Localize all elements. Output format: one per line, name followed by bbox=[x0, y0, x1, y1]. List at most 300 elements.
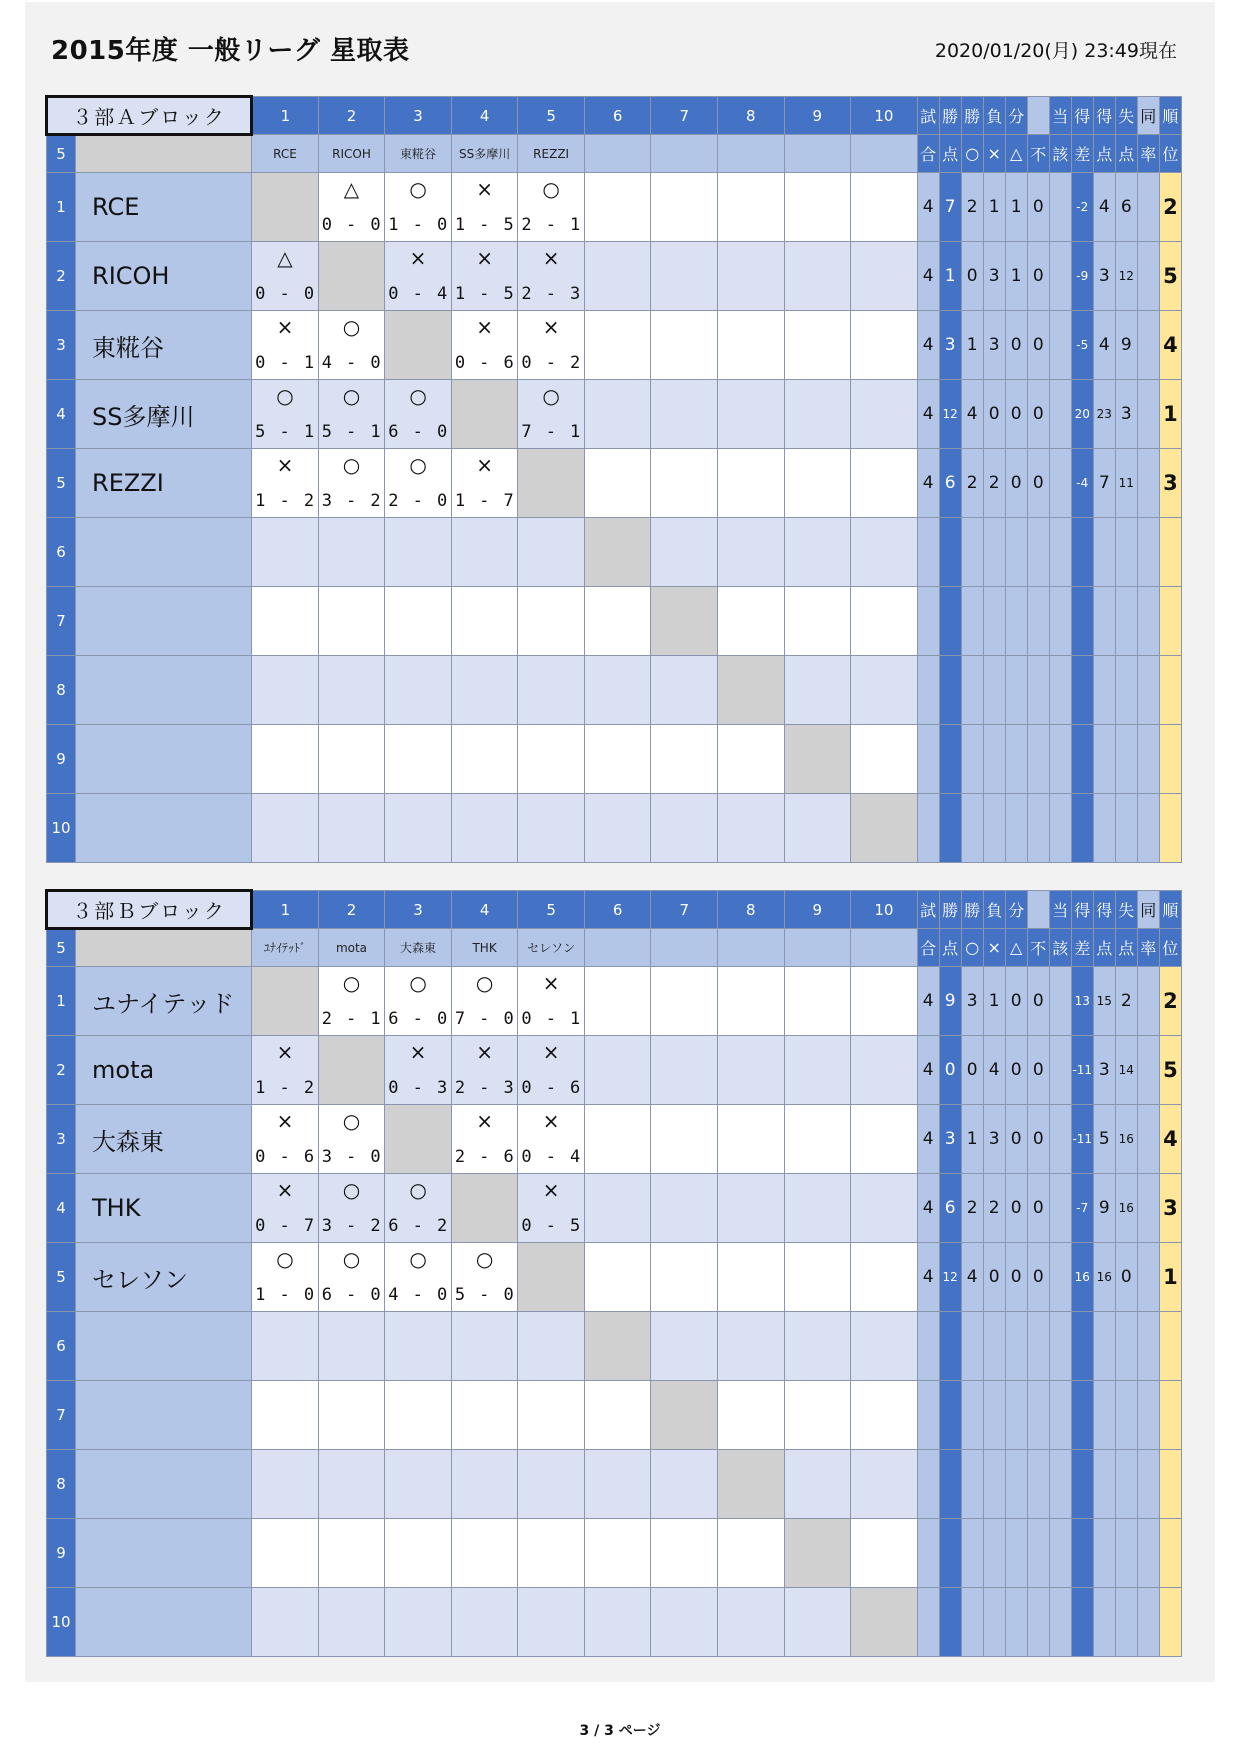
result-cell bbox=[385, 1105, 452, 1174]
result-cell bbox=[451, 1381, 518, 1450]
stat-value bbox=[1137, 1036, 1159, 1105]
result-cell bbox=[851, 1450, 918, 1519]
stat-value bbox=[1049, 1381, 1071, 1450]
score-for: 5 bbox=[321, 422, 332, 442]
stat-value bbox=[983, 1519, 1005, 1588]
opponent-short-name bbox=[851, 135, 918, 173]
league-table bbox=[45, 889, 1182, 1657]
result-cell bbox=[518, 587, 585, 656]
stat-value: 2 bbox=[1115, 967, 1137, 1036]
result-cell bbox=[518, 380, 585, 449]
score-for: 0 bbox=[521, 1147, 532, 1167]
stat-header-top: 分 bbox=[1005, 97, 1027, 135]
result-cell bbox=[385, 311, 452, 380]
score-against: 2 bbox=[570, 353, 581, 373]
stat-header-top: 順 bbox=[1159, 891, 1181, 929]
score-for: 4 bbox=[321, 353, 332, 373]
result-cell bbox=[252, 1174, 319, 1243]
score-against: 2 bbox=[303, 1078, 315, 1098]
stat-value bbox=[917, 1381, 939, 1450]
stat-value bbox=[1005, 656, 1027, 725]
score-for: 2 bbox=[521, 284, 532, 304]
stat-value: 0 bbox=[961, 1036, 983, 1105]
result-cell bbox=[851, 1105, 918, 1174]
stat-value: 0 bbox=[1027, 1036, 1049, 1105]
stat-header-bottom: 位 bbox=[1159, 929, 1181, 967]
stat-value: 0 bbox=[1027, 242, 1049, 311]
result-cell bbox=[252, 967, 319, 1036]
score-sep: - bbox=[346, 1216, 357, 1236]
result-cell bbox=[518, 173, 585, 242]
result-score bbox=[319, 422, 385, 442]
stat-value bbox=[1027, 587, 1049, 656]
team-row bbox=[47, 449, 1182, 518]
stat-value bbox=[1049, 1588, 1071, 1657]
score-for: 0 bbox=[255, 1216, 266, 1236]
score-against: 2 bbox=[370, 1216, 381, 1236]
stat-value bbox=[1049, 1519, 1071, 1588]
result-cell bbox=[451, 587, 518, 656]
stat-value bbox=[939, 587, 961, 656]
result-cell bbox=[651, 1588, 718, 1657]
result-mark: ○ bbox=[409, 1178, 427, 1202]
opponent-short-name bbox=[584, 135, 651, 173]
rank-value: 3 bbox=[1159, 1174, 1181, 1243]
stat-header-top: 得 bbox=[1093, 97, 1115, 135]
score-for: 0 bbox=[388, 1078, 399, 1098]
result-cell bbox=[252, 380, 319, 449]
score-for: 0 bbox=[521, 1009, 532, 1029]
result-cell bbox=[252, 1105, 319, 1174]
score-for: 7 bbox=[454, 1009, 466, 1029]
stat-value: 2 bbox=[961, 449, 983, 518]
result-mark: ○ bbox=[542, 177, 560, 201]
stat-header-top: 順 bbox=[1159, 97, 1181, 135]
score-for: 0 bbox=[255, 284, 266, 304]
score-against: 0 bbox=[303, 1285, 315, 1305]
result-score bbox=[452, 1078, 518, 1098]
result-cell bbox=[851, 587, 918, 656]
stat-value bbox=[917, 1519, 939, 1588]
result-cell bbox=[784, 1381, 851, 1450]
team-count: 5 bbox=[47, 929, 76, 967]
stat-value bbox=[1049, 1174, 1071, 1243]
result-cell bbox=[318, 1588, 385, 1657]
team-name bbox=[76, 587, 252, 656]
opponent-number: 4 bbox=[451, 891, 518, 929]
result-cell bbox=[584, 967, 651, 1036]
team-row bbox=[47, 1036, 1182, 1105]
result-cell bbox=[252, 173, 319, 242]
score-sep: - bbox=[545, 1216, 556, 1236]
result-score bbox=[385, 1285, 451, 1305]
stat-value bbox=[1005, 1450, 1027, 1519]
stat-value: 4 bbox=[983, 1036, 1005, 1105]
stat-value bbox=[1137, 587, 1159, 656]
team-row bbox=[47, 518, 1182, 587]
row-number: 6 bbox=[47, 518, 76, 587]
stat-value bbox=[1137, 1243, 1159, 1312]
result-cell bbox=[784, 311, 851, 380]
score-against: 0 bbox=[370, 353, 381, 373]
result-cell bbox=[518, 967, 585, 1036]
score-sep: - bbox=[279, 1147, 290, 1167]
result-cell bbox=[651, 1243, 718, 1312]
score-sep: - bbox=[279, 1216, 290, 1236]
opponent-number: 2 bbox=[318, 97, 385, 135]
result-cell bbox=[718, 173, 785, 242]
stat-value bbox=[1049, 1243, 1071, 1312]
row-number: 5 bbox=[47, 1243, 76, 1312]
stat-value bbox=[1027, 518, 1049, 587]
result-cell bbox=[252, 794, 319, 863]
result-cell bbox=[318, 173, 385, 242]
result-cell bbox=[451, 967, 518, 1036]
rank-value bbox=[1159, 656, 1181, 725]
score-against: 0 bbox=[436, 422, 448, 442]
stat-value bbox=[1115, 656, 1137, 725]
stat-header-top: 同 bbox=[1137, 891, 1159, 929]
team-row bbox=[47, 311, 1182, 380]
stat-header-top: 勝 bbox=[961, 97, 983, 135]
result-cell bbox=[318, 1243, 385, 1312]
stat-value bbox=[1005, 1588, 1027, 1657]
score-against: 7 bbox=[503, 491, 514, 511]
stat-value bbox=[983, 725, 1005, 794]
result-cell bbox=[252, 1243, 319, 1312]
opponent-short-name bbox=[651, 135, 718, 173]
result-cell bbox=[784, 794, 851, 863]
team-name: RCE bbox=[76, 173, 252, 242]
result-mark: × bbox=[409, 1040, 427, 1064]
stat-value: 4 bbox=[917, 311, 939, 380]
stat-value bbox=[1027, 656, 1049, 725]
result-cell bbox=[518, 1588, 585, 1657]
stat-value bbox=[1137, 242, 1159, 311]
result-score bbox=[319, 1009, 385, 1029]
opponent-short-name: セレソン bbox=[518, 929, 585, 967]
result-cell bbox=[451, 1243, 518, 1312]
result-mark: × bbox=[542, 1040, 560, 1064]
result-cell bbox=[851, 1243, 918, 1312]
stat-value bbox=[983, 587, 1005, 656]
stat-header-top: 分 bbox=[1005, 891, 1027, 929]
result-cell bbox=[584, 1312, 651, 1381]
stat-header-bottom: 率 bbox=[1137, 135, 1159, 173]
score-sep: - bbox=[279, 284, 290, 304]
result-cell bbox=[584, 1588, 651, 1657]
result-score bbox=[252, 422, 318, 442]
header-blank bbox=[76, 929, 252, 967]
stat-value bbox=[1137, 1174, 1159, 1243]
opponent-number: 10 bbox=[851, 891, 918, 929]
result-cell bbox=[584, 518, 651, 587]
score-for: 0 bbox=[255, 353, 266, 373]
stat-header-top: 試 bbox=[917, 97, 939, 135]
opponent-short-name bbox=[784, 929, 851, 967]
score-for: 3 bbox=[321, 1147, 332, 1167]
stat-value: 0 bbox=[1005, 311, 1027, 380]
result-mark: ○ bbox=[342, 1178, 361, 1202]
score-against: 4 bbox=[436, 284, 448, 304]
score-sep: - bbox=[346, 422, 357, 442]
result-cell bbox=[718, 1036, 785, 1105]
stat-value: 4 bbox=[917, 1105, 939, 1174]
stat-value: 1 bbox=[983, 173, 1005, 242]
result-cell bbox=[584, 449, 651, 518]
stat-value bbox=[1049, 1105, 1071, 1174]
opponent-number: 4 bbox=[451, 97, 518, 135]
stat-header-top: 勝 bbox=[939, 891, 961, 929]
team-row bbox=[47, 1588, 1182, 1657]
result-cell bbox=[385, 1036, 452, 1105]
stat-value: 4 bbox=[1093, 311, 1115, 380]
score-against: 0 bbox=[503, 1285, 514, 1305]
stat-value bbox=[939, 794, 961, 863]
stat-value bbox=[1049, 518, 1071, 587]
rank-value bbox=[1159, 1381, 1181, 1450]
stat-value: 3 bbox=[983, 242, 1005, 311]
stat-value bbox=[1049, 656, 1071, 725]
stat-header-bottom: 点 bbox=[939, 135, 961, 173]
result-cell bbox=[518, 656, 585, 725]
result-score bbox=[452, 215, 518, 235]
stat-value bbox=[1005, 587, 1027, 656]
stat-value: 12 bbox=[1115, 242, 1137, 311]
result-cell bbox=[851, 1312, 918, 1381]
result-cell bbox=[451, 380, 518, 449]
stat-value: 16 bbox=[1115, 1174, 1137, 1243]
stat-value: 3 bbox=[983, 311, 1005, 380]
opponent-number: 7 bbox=[651, 97, 718, 135]
stat-value: 4 bbox=[961, 1243, 983, 1312]
team-row bbox=[47, 380, 1182, 449]
stat-header-bottom: 差 bbox=[1071, 135, 1093, 173]
score-for: 3 bbox=[321, 491, 332, 511]
stat-value bbox=[939, 1588, 961, 1657]
opponent-number: 5 bbox=[518, 97, 585, 135]
result-cell bbox=[651, 1450, 718, 1519]
stat-value: 6 bbox=[939, 1174, 961, 1243]
result-cell bbox=[784, 1450, 851, 1519]
score-against: 6 bbox=[503, 353, 514, 373]
result-cell bbox=[252, 1450, 319, 1519]
stat-value: 16 bbox=[1115, 1105, 1137, 1174]
result-mark: ○ bbox=[475, 971, 494, 995]
result-cell bbox=[252, 1381, 319, 1450]
result-mark: × bbox=[476, 1109, 493, 1133]
result-mark: ○ bbox=[342, 315, 361, 339]
stat-header-bottom: 点 bbox=[1115, 135, 1137, 173]
score-for: 5 bbox=[255, 422, 266, 442]
stat-header-bottom: 該 bbox=[1049, 135, 1071, 173]
team-row bbox=[47, 656, 1182, 725]
stat-value bbox=[983, 1312, 1005, 1381]
stat-value bbox=[1137, 1105, 1159, 1174]
stat-value bbox=[1093, 518, 1115, 587]
stat-value bbox=[1137, 449, 1159, 518]
stat-header-top bbox=[1027, 891, 1049, 929]
stat-value: 13 bbox=[1071, 967, 1093, 1036]
stat-value bbox=[1137, 518, 1159, 587]
result-mark: △ bbox=[277, 246, 293, 270]
score-sep: - bbox=[479, 1009, 490, 1029]
stat-header-bottom: 点 bbox=[1115, 929, 1137, 967]
result-mark: ○ bbox=[409, 1247, 427, 1271]
result-cell bbox=[385, 587, 452, 656]
team-name bbox=[76, 1381, 252, 1450]
result-mark: ○ bbox=[342, 1109, 361, 1133]
row-number: 6 bbox=[47, 1312, 76, 1381]
stat-header-top: 試 bbox=[917, 891, 939, 929]
opponent-short-name bbox=[784, 135, 851, 173]
opponent-number: 8 bbox=[718, 97, 785, 135]
result-cell bbox=[784, 1174, 851, 1243]
opponent-short-name bbox=[851, 929, 918, 967]
stat-value bbox=[1049, 311, 1071, 380]
result-score bbox=[518, 422, 584, 442]
stat-value bbox=[983, 1450, 1005, 1519]
result-cell bbox=[718, 587, 785, 656]
stat-value bbox=[1005, 1312, 1027, 1381]
result-score bbox=[385, 284, 451, 304]
result-cell bbox=[451, 173, 518, 242]
result-cell bbox=[584, 1105, 651, 1174]
result-cell bbox=[851, 242, 918, 311]
result-cell bbox=[718, 656, 785, 725]
score-against: 2 bbox=[436, 1216, 448, 1236]
stat-value bbox=[1005, 725, 1027, 794]
result-cell bbox=[518, 1381, 585, 1450]
stat-value bbox=[1071, 1312, 1093, 1381]
result-cell bbox=[385, 1450, 452, 1519]
stat-value bbox=[961, 1381, 983, 1450]
stat-value bbox=[917, 1450, 939, 1519]
stat-header-bottom: 合 bbox=[917, 135, 939, 173]
result-cell bbox=[718, 1519, 785, 1588]
result-score bbox=[518, 1147, 584, 1167]
result-cell bbox=[385, 449, 452, 518]
opponent-number: 2 bbox=[318, 891, 385, 929]
stat-header-bottom: 合 bbox=[917, 929, 939, 967]
result-cell bbox=[584, 587, 651, 656]
stat-value: 6 bbox=[939, 449, 961, 518]
stat-header-bottom: 不 bbox=[1027, 929, 1049, 967]
stat-value bbox=[1049, 794, 1071, 863]
stat-value: 2 bbox=[961, 1174, 983, 1243]
score-sep: - bbox=[412, 284, 423, 304]
result-cell bbox=[451, 1312, 518, 1381]
opponent-number: 3 bbox=[385, 97, 452, 135]
score-against: 0 bbox=[370, 1285, 381, 1305]
stat-header-bottom: 位 bbox=[1159, 135, 1181, 173]
result-cell bbox=[851, 656, 918, 725]
score-for: 1 bbox=[454, 215, 466, 235]
stat-value bbox=[1049, 1450, 1071, 1519]
row-number: 10 bbox=[47, 1588, 76, 1657]
team-row bbox=[47, 1450, 1182, 1519]
score-against: 1 bbox=[570, 422, 581, 442]
stat-value bbox=[1137, 380, 1159, 449]
team-name bbox=[76, 1588, 252, 1657]
result-score bbox=[518, 1009, 584, 1029]
stat-value: 0 bbox=[1027, 380, 1049, 449]
stat-header-bottom: △ bbox=[1005, 135, 1027, 173]
stat-value: 0 bbox=[1005, 1036, 1027, 1105]
result-cell bbox=[851, 794, 918, 863]
rank-value bbox=[1159, 1450, 1181, 1519]
team-row bbox=[47, 1519, 1182, 1588]
score-for: 3 bbox=[321, 1216, 332, 1236]
stat-value bbox=[1027, 794, 1049, 863]
result-cell bbox=[252, 449, 319, 518]
result-cell bbox=[651, 242, 718, 311]
stat-value: 3 bbox=[939, 311, 961, 380]
result-cell bbox=[784, 1519, 851, 1588]
stat-value bbox=[1137, 311, 1159, 380]
result-mark: △ bbox=[343, 177, 360, 201]
stat-value: 0 bbox=[1005, 1105, 1027, 1174]
result-cell bbox=[584, 1381, 651, 1450]
result-cell bbox=[651, 967, 718, 1036]
stat-value bbox=[1137, 967, 1159, 1036]
stat-value bbox=[1071, 656, 1093, 725]
score-against: 1 bbox=[570, 1009, 581, 1029]
result-cell bbox=[451, 1036, 518, 1105]
stat-value bbox=[1137, 1519, 1159, 1588]
result-score bbox=[319, 353, 385, 373]
result-cell bbox=[851, 380, 918, 449]
result-cell bbox=[851, 1174, 918, 1243]
stat-value bbox=[1071, 518, 1093, 587]
stat-value: 1 bbox=[1005, 242, 1027, 311]
result-score bbox=[518, 1216, 584, 1236]
stat-value: 1 bbox=[1005, 173, 1027, 242]
result-cell bbox=[318, 1519, 385, 1588]
result-mark: × bbox=[276, 1109, 294, 1133]
result-cell bbox=[385, 1174, 452, 1243]
score-sep: - bbox=[346, 1285, 357, 1305]
stat-value bbox=[1049, 173, 1071, 242]
score-against: 0 bbox=[436, 491, 448, 511]
stat-value bbox=[983, 518, 1005, 587]
score-sep: - bbox=[545, 1078, 556, 1098]
opponent-short-name: RCE bbox=[252, 135, 319, 173]
result-cell bbox=[784, 1588, 851, 1657]
stat-value bbox=[1027, 1312, 1049, 1381]
score-for: 2 bbox=[388, 491, 399, 511]
stat-value: 2 bbox=[983, 1174, 1005, 1243]
stat-value: 0 bbox=[1027, 1105, 1049, 1174]
result-mark: × bbox=[476, 177, 493, 201]
rank-value: 2 bbox=[1159, 967, 1181, 1036]
result-cell bbox=[451, 656, 518, 725]
result-cell bbox=[451, 518, 518, 587]
stat-value bbox=[1137, 1381, 1159, 1450]
stat-value: 0 bbox=[1005, 1243, 1027, 1312]
stat-value bbox=[917, 794, 939, 863]
team-row bbox=[47, 1105, 1182, 1174]
stat-value: 0 bbox=[983, 380, 1005, 449]
result-cell bbox=[718, 1312, 785, 1381]
score-sep: - bbox=[545, 1147, 556, 1167]
result-cell bbox=[651, 1381, 718, 1450]
stat-value: 0 bbox=[1027, 449, 1049, 518]
header-row-names bbox=[47, 929, 1182, 967]
stat-header-bottom: 該 bbox=[1049, 929, 1071, 967]
stat-value: 2 bbox=[983, 449, 1005, 518]
stat-value: 4 bbox=[917, 1243, 939, 1312]
